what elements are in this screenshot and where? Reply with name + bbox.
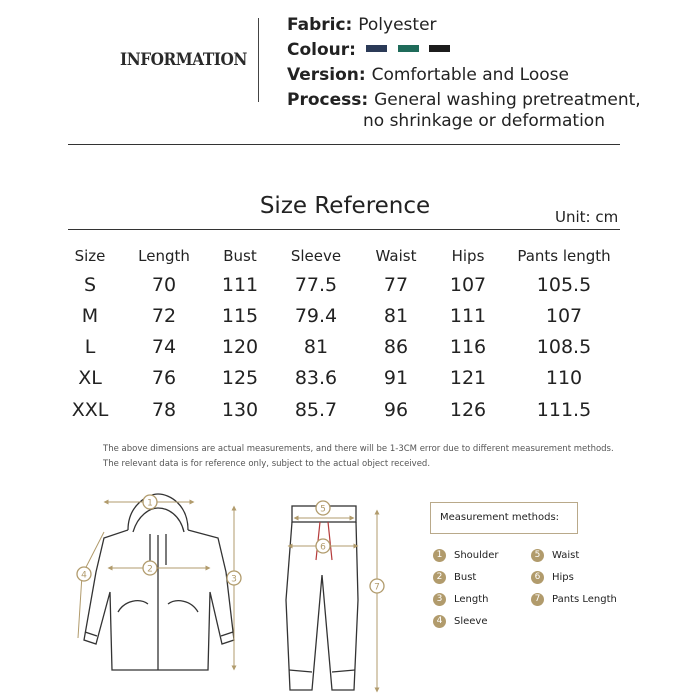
legend-item	[433, 593, 489, 606]
legend-label: Hips	[552, 572, 574, 583]
table-cell: 74	[151, 336, 177, 358]
marker-label: 4	[81, 570, 87, 581]
spec-colour: Colour:	[287, 40, 450, 60]
spec-key: Colour	[287, 40, 350, 60]
table-cell: 120	[221, 336, 259, 358]
table-cell: 72	[151, 305, 177, 327]
colour-swatch-black	[429, 45, 450, 52]
marker-label: 3	[231, 574, 237, 585]
table-cell: 86	[383, 336, 409, 358]
number-badge-icon: 4	[433, 615, 446, 628]
table-header-cell: Length	[138, 247, 190, 265]
table-header-cell: Sleeve	[290, 247, 342, 265]
table-cell: 115	[221, 305, 259, 327]
table-cell: 110	[545, 367, 583, 389]
marker-label: 2	[147, 564, 153, 575]
size-label-cell: L	[84, 336, 96, 358]
table-cell: 121	[449, 367, 487, 389]
table-cell: 105.5	[536, 274, 592, 296]
table-cell: 130	[221, 399, 259, 421]
pants-outline	[286, 506, 358, 690]
table-cell: 79.4	[294, 305, 338, 327]
legend-item	[433, 549, 499, 562]
marker-3	[227, 571, 241, 585]
legend-item	[433, 615, 488, 628]
colour-swatch-green	[398, 45, 419, 52]
number-badge-icon: 3	[433, 593, 446, 606]
number-badge-icon: 1	[433, 549, 446, 562]
table-cell: 78	[151, 399, 177, 421]
table-cell: 76	[151, 367, 177, 389]
marker-4	[77, 567, 91, 581]
spec-value: no shrinkage or deformation	[363, 111, 605, 131]
table-cell: 116	[449, 336, 487, 358]
legend-label: Length	[454, 594, 489, 605]
spec-value: General washing pretreatment,	[374, 90, 641, 110]
table-cell: 107	[545, 305, 583, 327]
table-cell: 111.5	[536, 399, 592, 421]
table-cell: 126	[449, 399, 487, 421]
table-cell: 77	[383, 274, 409, 296]
spec-value: Polyester	[358, 15, 437, 35]
table-cell: 108.5	[536, 336, 592, 358]
table-cell: 70	[151, 274, 177, 296]
size-label-cell: S	[83, 274, 97, 296]
legend-title: Measurement methods:	[440, 512, 560, 523]
table-cell: 111	[221, 274, 259, 296]
marker-1	[143, 495, 157, 509]
spec-process: Process: General washing pretreatment,	[287, 90, 641, 110]
legend-label: Pants Length	[552, 594, 617, 605]
table-cell: 125	[221, 367, 259, 389]
number-badge-icon: 7	[531, 593, 544, 606]
table-divider	[68, 229, 620, 230]
note-line: The relevant data is for reference only, subject to the actual object received.	[103, 459, 431, 469]
spec-process-cont	[363, 111, 605, 131]
table-header-cell: Hips	[451, 247, 485, 265]
marker-6	[316, 539, 330, 553]
marker-label: 1	[147, 498, 153, 509]
spec-version: Version: Comfortable and Loose	[287, 65, 569, 85]
table-cell: 77.5	[294, 274, 338, 296]
number-badge-icon: 6	[531, 571, 544, 584]
size-label-cell: XXL	[71, 399, 109, 421]
table-cell: 111	[449, 305, 487, 327]
marker-7	[370, 579, 384, 593]
jacket-measurements	[78, 502, 234, 668]
number-badge-icon: 2	[433, 571, 446, 584]
table-header-cell: Size	[74, 247, 106, 265]
marker-label: 7	[374, 582, 380, 593]
table-cell: 83.6	[294, 367, 338, 389]
legend-label: Sleeve	[454, 616, 488, 627]
pants-measurements	[290, 512, 377, 690]
jacket-outline	[84, 494, 234, 670]
legend-label: Bust	[454, 572, 477, 583]
table-cell: 85.7	[294, 399, 338, 421]
spec-key: Process	[287, 90, 362, 110]
garment-diagram	[0, 480, 420, 700]
table-cell: 91	[383, 367, 409, 389]
note-line: The above dimensions are actual measurements, and there will be 1-3CM error due to different measurement methods.	[103, 444, 614, 454]
table-header-cell: Waist	[375, 247, 417, 265]
information-heading: INFORMATION	[120, 50, 247, 70]
spec-key: Fabric	[287, 15, 346, 35]
legend-label: Waist	[552, 550, 580, 561]
legend-item	[531, 593, 617, 606]
table-cell: 81	[303, 336, 329, 358]
colour-swatch-navy	[366, 45, 387, 52]
marker-2	[143, 561, 157, 575]
spec-fabric: Fabric: Polyester	[287, 15, 437, 35]
marker-5	[316, 501, 330, 515]
table-cell: 96	[383, 399, 409, 421]
legend-item	[433, 571, 476, 584]
legend-item	[531, 549, 579, 562]
divider-line	[68, 144, 620, 145]
size-label-cell: M	[81, 305, 99, 327]
diagram-markers	[77, 495, 384, 593]
table-title: Size Reference	[259, 193, 431, 219]
table-cell: 81	[383, 305, 409, 327]
number-badge-icon: 5	[531, 549, 544, 562]
legend-label: Shoulder	[454, 550, 499, 561]
table-header-cell: Pants length	[517, 247, 611, 265]
table-header-cell: Bust	[223, 247, 257, 265]
marker-label: 5	[320, 504, 326, 515]
spec-value: Comfortable and Loose	[371, 65, 569, 85]
spec-key: Version	[287, 65, 359, 85]
vertical-divider	[258, 18, 259, 102]
unit-label: Unit: cm	[555, 208, 619, 226]
size-label-cell: XL	[78, 367, 102, 389]
table-cell: 107	[449, 274, 487, 296]
marker-label: 6	[320, 542, 326, 553]
legend-item	[531, 571, 574, 584]
